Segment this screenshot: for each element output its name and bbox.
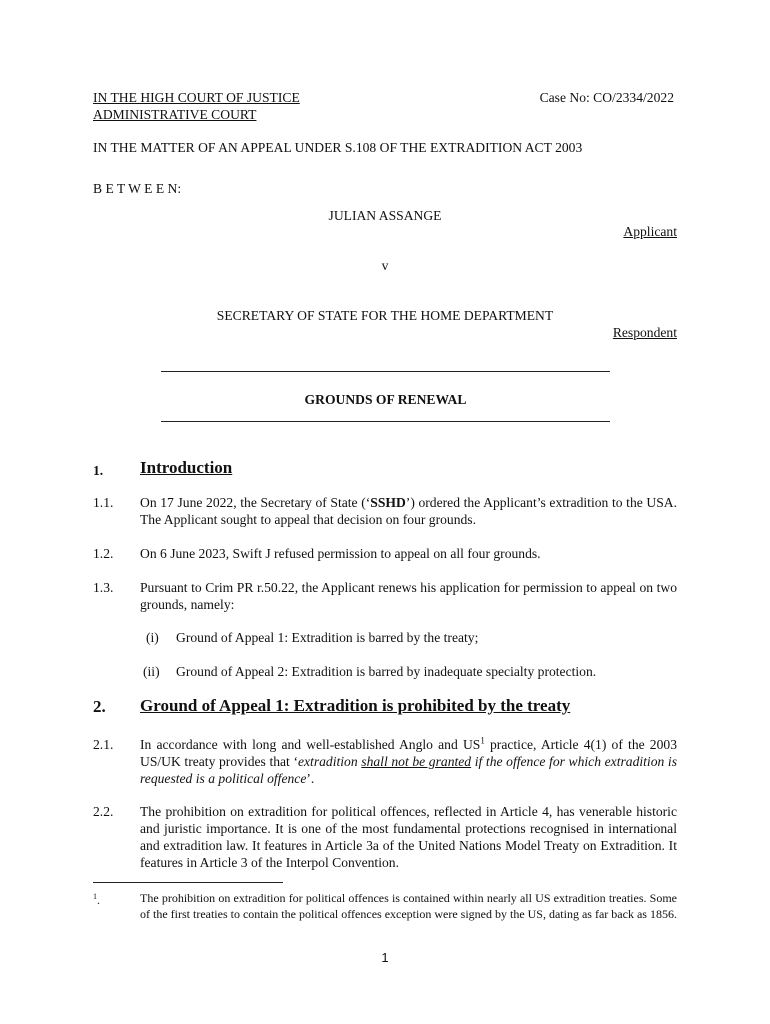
list-item-2-marker: (ii) bbox=[143, 664, 160, 679]
footnote-separator bbox=[93, 882, 283, 883]
court-name bbox=[93, 89, 300, 123]
footnote-ref[interactable]: 1 bbox=[480, 735, 485, 746]
para-1-2-number: 1.2. bbox=[93, 546, 114, 561]
para-1-1: On 17 June 2022, the Secretary of State (‘SSHD’) ordered the Applicant’s extradition to the USA. The Applicant sought to appeal that decision on four grounds. bbox=[140, 495, 677, 527]
page-number: 1 bbox=[381, 950, 389, 965]
section-1-heading: Introduction bbox=[140, 458, 233, 477]
list-item-1-marker: (i) bbox=[146, 630, 159, 645]
respondent-role: Respondent bbox=[612, 325, 677, 340]
applicant-name: JULIAN ASSANGE bbox=[328, 208, 442, 223]
section-2-number: 2. bbox=[93, 697, 106, 716]
para-2-2: The prohibition on extradition for political offences, reflected in Article 4, has venerable historic and juristic importance. It is one of the most fundamental protections recognised in international and extradition law. It features in Article 3a of the United Nations Model Treaty on Extradition. It features in Article 3 of the Interpol Convention. bbox=[140, 804, 677, 870]
court-line-2: ADMINISTRATIVE COURT bbox=[93, 107, 257, 122]
para-1-3: Pursuant to Crim PR r.50.22, the Applicant renews his application for permission to appeal on two grounds, namely: bbox=[140, 580, 677, 612]
title-rule-bottom bbox=[161, 421, 610, 422]
para-2-2-number: 2.2. bbox=[93, 804, 114, 819]
versus: v bbox=[381, 258, 389, 273]
case-number: Case No: CO/2334/2022 bbox=[539, 90, 674, 105]
para-1-2: On 6 June 2023, Swift J refused permission to appeal on all four grounds. bbox=[140, 546, 541, 561]
list-item-2-text: Ground of Appeal 2: Extradition is barred by inadequate specialty protection. bbox=[176, 664, 597, 679]
section-1-number: 1. bbox=[93, 463, 104, 478]
para-1-1-number: 1.1. bbox=[93, 495, 114, 510]
footnote-text: The prohibition on extradition for political offences is contained within nearly all US extradition treaties. Some of the first treaties to contain the political offences exception were signed by the US, dating as far back as 1856. bbox=[140, 891, 677, 921]
matter-line: IN THE MATTER OF AN APPEAL UNDER S.108 OF THE EXTRADITION ACT 2003 bbox=[93, 140, 583, 155]
between-label: B E T W E E N: bbox=[93, 181, 182, 196]
footnote-marker: $^1$. bbox=[93, 892, 100, 907]
applicant-role: Applicant bbox=[623, 224, 677, 239]
para-1-3-number: 1.3. bbox=[93, 580, 114, 595]
para-2-1: In accordance with long and well-established Anglo and $US^1$ practice, Article 4(1) of the 2003 US/UK treaty provides that ‘extradition shall not be granted if the offence for which extradition is requested is a political offence’. bbox=[140, 735, 677, 786]
section-2-heading: Ground of Appeal 1: Extradition is prohibited by the treaty bbox=[140, 696, 571, 715]
para-2-1-number: 2.1. bbox=[93, 737, 114, 752]
list-item-1-text: Ground of Appeal 1: Extradition is barred by the treaty; bbox=[176, 630, 479, 645]
document-title: GROUNDS OF RENEWAL bbox=[304, 392, 467, 407]
respondent-name: SECRETARY OF STATE FOR THE HOME DEPARTMENT bbox=[216, 308, 554, 323]
court-line-1: IN THE HIGH COURT OF JUSTICE bbox=[93, 90, 300, 105]
title-rule-top bbox=[161, 371, 610, 372]
